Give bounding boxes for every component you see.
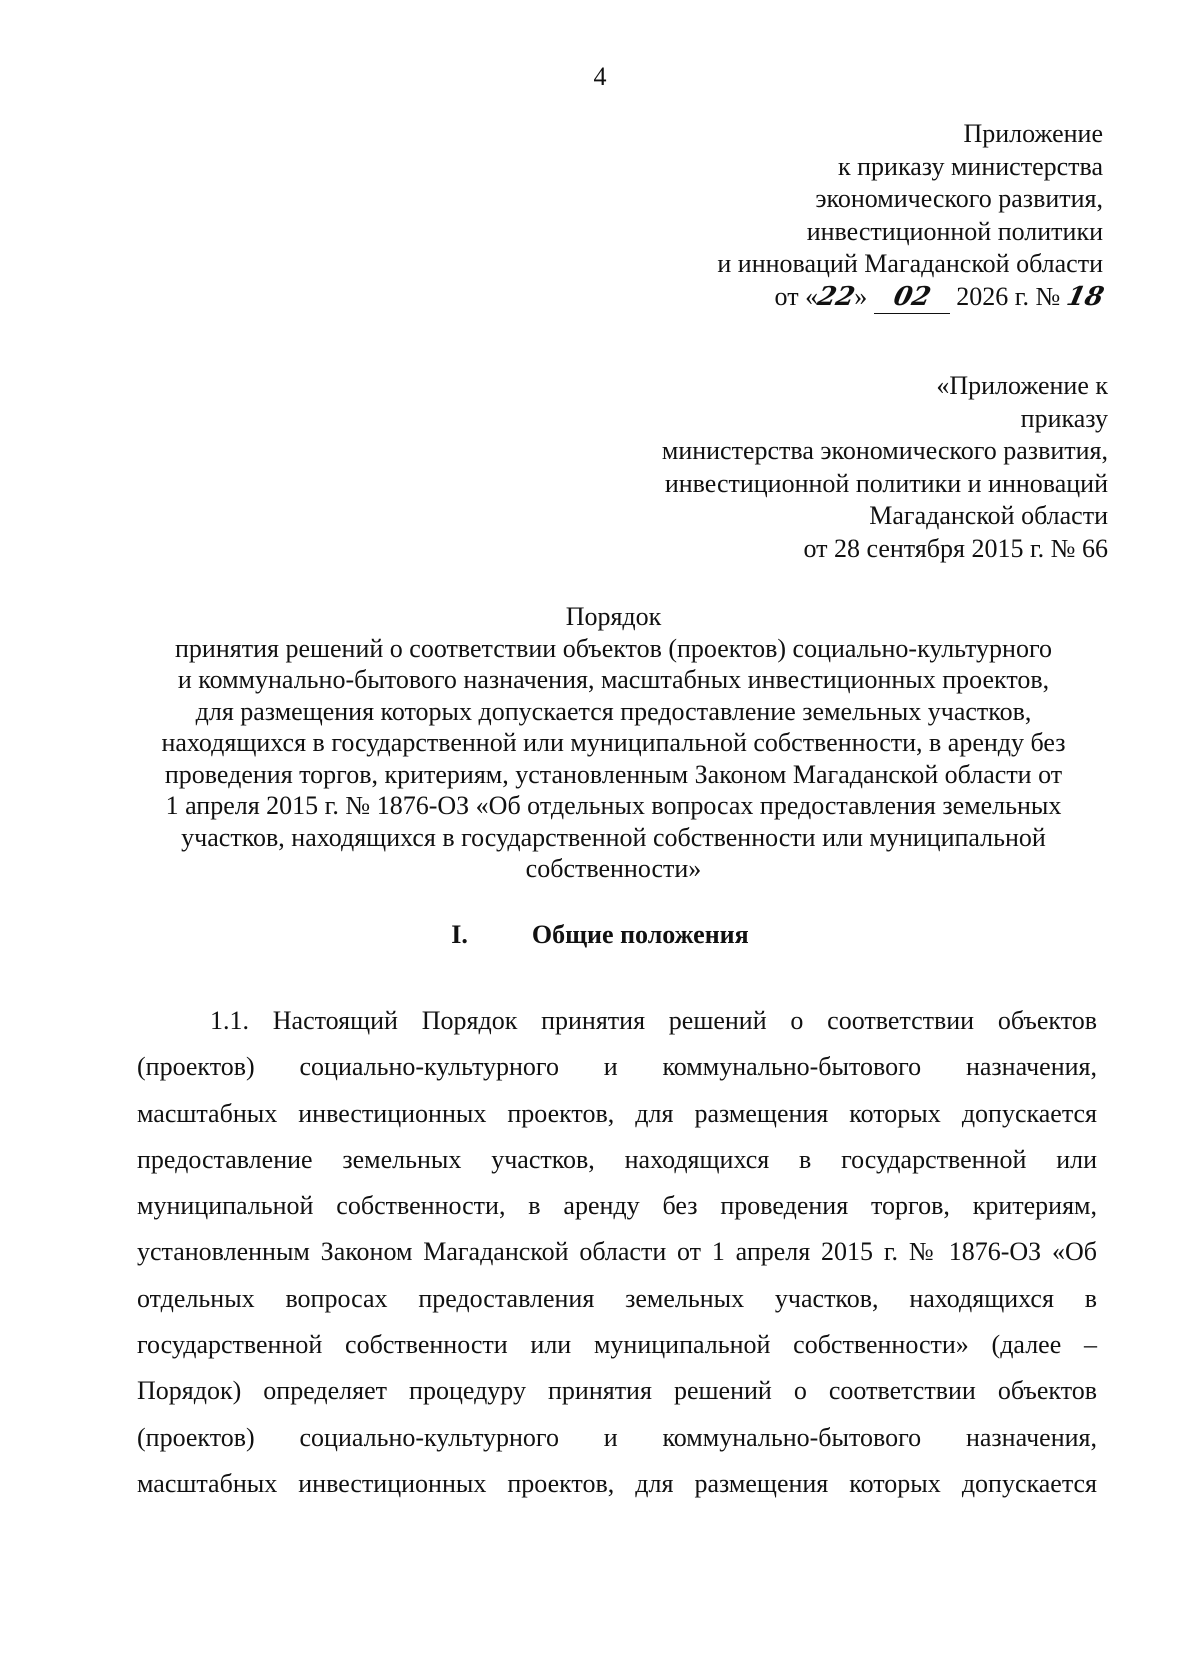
title-line: принятия решений о соответствии объектов (проектов) социально-культурного: [175, 633, 1052, 663]
handwritten-month-field: [874, 281, 950, 315]
title-line: проведения торгов, критериям, установленным Законом Магаданской области от: [164, 759, 1063, 789]
title-line: 1 апреля 2015 г. № 1876-ОЗ «Об отдельных вопросах предоставления земельных: [165, 791, 1062, 820]
handwritten-order-number: 18: [1063, 281, 1107, 312]
quoted-appendix-line: «Приложение к: [936, 371, 1108, 400]
quoted-appendix-line: от 28 сентября 2015 г. № 66: [803, 533, 1108, 563]
body-line: предоставление земельных участков, находящихся в государственной или: [137, 1144, 1097, 1174]
body-line: муниципальной собственности, в аренду без проведения торгов, критериям,: [137, 1191, 1097, 1221]
title-line: для размещения которых допускается предоставление земельных участков,: [195, 696, 1032, 726]
quoted-appendix-line: приказу: [1020, 403, 1108, 433]
body-paragraph: [137, 998, 1097, 1507]
document-title: [130, 601, 1097, 885]
section-heading: [0, 920, 1200, 950]
body-line: масштабных инвестиционных проектов, для размещения которых допускается: [137, 1098, 1097, 1128]
appendix-line: и инноваций Магаданской области: [717, 249, 1103, 278]
date-suffix: 2026 г. №: [949, 281, 1067, 311]
body-line: отдельных вопросах предоставления земельных участков, находящихся в: [137, 1283, 1097, 1313]
appendix-line: к приказу министерства: [838, 151, 1103, 181]
title-line: собственности»: [525, 854, 702, 883]
body-line: Порядок) определяет процедуру принятия решений о соответствии объектов: [137, 1376, 1097, 1406]
body-line: масштабных инвестиционных проектов, для размещения которых допускается: [137, 1468, 1097, 1498]
title-line: Порядок: [565, 602, 662, 631]
title-line: и коммунально-бытового назначения, масштабных инвестиционных проектов,: [177, 665, 1050, 694]
handwritten-day: 22: [814, 281, 858, 312]
quoted-appendix-block: [662, 370, 1108, 565]
body-line: 1.1. Настоящий Порядок принятия решений о соответствии объектов: [210, 1006, 1097, 1035]
appendix-block: [717, 118, 1107, 314]
appendix-line: инвестиционной политики: [806, 216, 1103, 246]
body-line: (проектов) социально-культурного и коммунально-бытового назначения,: [137, 1422, 1097, 1452]
title-line: находящихся в государственной или муниципальной собственности, в аренду без: [161, 728, 1066, 757]
quoted-appendix-line: министерства экономического развития,: [661, 436, 1108, 465]
appendix-line: Приложение: [963, 119, 1103, 148]
section-title: Общие положения: [531, 920, 749, 949]
handwritten-month: 02: [890, 281, 934, 312]
quoted-appendix-line: инвестиционной политики и инноваций: [664, 468, 1108, 498]
section-number: I.: [451, 920, 468, 949]
quoted-appendix-line: Магаданской области: [869, 501, 1108, 530]
appendix-line: экономического развития,: [815, 184, 1103, 213]
date-mid: »: [854, 281, 868, 311]
body-line: (проектов) социально-культурного и коммунально-бытового назначения,: [137, 1052, 1097, 1082]
page-number: 4: [593, 62, 607, 91]
date-prefix: от «: [774, 281, 819, 311]
title-line: участков, находящихся в государственной собственности или муниципальной: [181, 822, 1046, 852]
body-line: установленным Законом Магаданской области от 1 апреля 2015 г. № 1876-ОЗ «Об: [137, 1237, 1097, 1267]
order-date-line: [717, 281, 1107, 315]
body-line: государственной собственности или муниципальной собственности» (далее –: [137, 1330, 1097, 1360]
